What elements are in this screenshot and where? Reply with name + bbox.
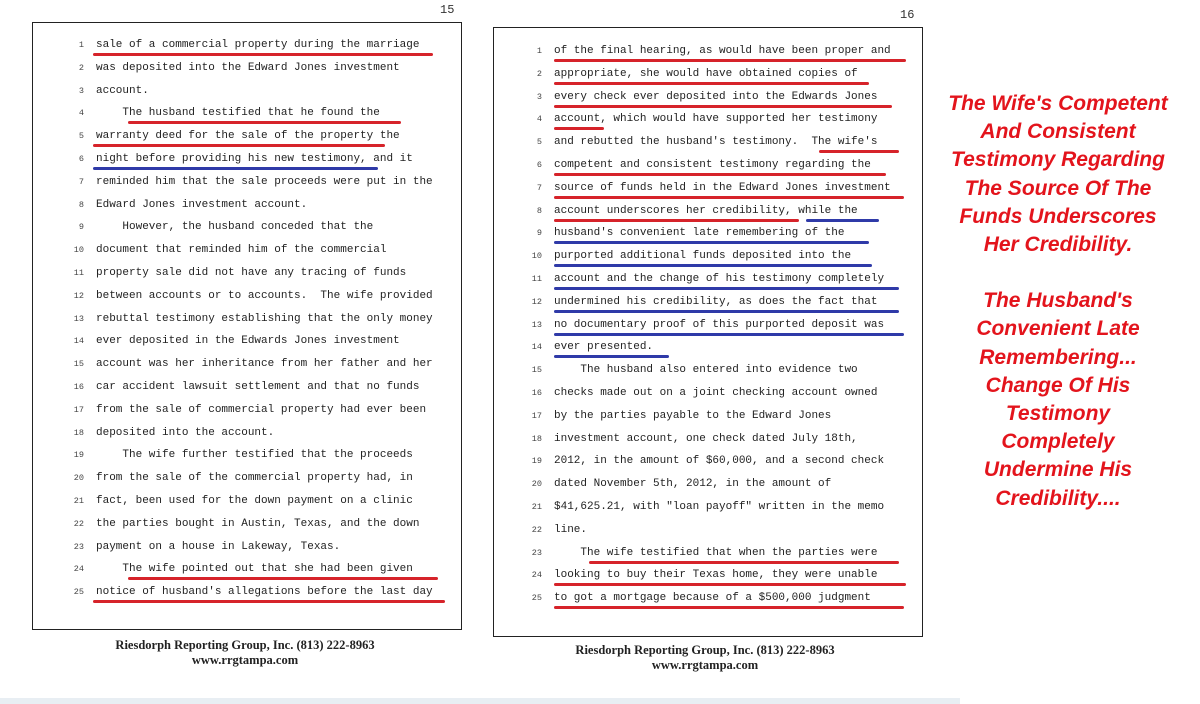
red-underline — [554, 82, 869, 85]
line-number: 2 — [78, 62, 84, 73]
line-number: 22 — [73, 518, 84, 529]
red-underline — [589, 561, 899, 564]
line-text: between accounts or to accounts. The wife provided — [96, 289, 433, 302]
line-number: 20 — [73, 473, 84, 484]
line-text: car accident lawsuit settlement and that no funds — [96, 381, 420, 393]
line-text: from the sale of commercial property had ever been — [96, 403, 427, 416]
line-text: reminded him that the sale proceeds were put in the — [96, 175, 433, 188]
annotation-wife-credibility: The Wife's Competent And Consistent Testimony Regarding The Source Of The Funds Underscores Her Credibility. — [948, 92, 1168, 257]
line-text: checks made out on a joint checking account owned — [554, 387, 878, 399]
transcript-line — [531, 450, 885, 472]
transcript-line — [73, 467, 413, 489]
annotation-husband-credibility: The Husband's Convenient Late Remembering... Change Of His Testimony Completely Undermine His Credibility.... — [976, 289, 1140, 510]
line-number: 5 — [536, 137, 542, 148]
line-number: 20 — [531, 479, 542, 490]
page-15-footer — [65, 638, 425, 668]
transcript-line — [73, 536, 341, 558]
line-text: ever presented. — [554, 341, 654, 354]
transcript-line — [73, 444, 413, 466]
line-text: warranty deed for the sale of the property the — [96, 130, 400, 143]
footer-url: www.rrgtampa.com — [191, 653, 299, 667]
line-text: 2012, in the amount of $60,000, and a second check — [554, 455, 885, 468]
line-text: competent and consistent testimony regarding the — [554, 159, 871, 171]
transcript-line — [78, 57, 400, 79]
transcript-page-16 — [493, 27, 923, 637]
red-underline — [128, 121, 401, 124]
line-text: undermined his credibility, as does the fact that — [554, 295, 878, 308]
line-number: 14 — [531, 342, 542, 353]
red-underline — [554, 105, 892, 108]
line-number: 18 — [73, 427, 84, 438]
line-text: account was her inheritance from her father and her — [96, 358, 433, 371]
line-text: no documentary proof of this purported deposit was — [554, 318, 885, 331]
line-text: rebuttal testimony establishing that the only money — [96, 312, 433, 325]
line-number: 11 — [531, 274, 542, 284]
blue-underline — [554, 264, 872, 267]
bottom-edge — [0, 698, 960, 704]
footer-url: www.rrgtampa.com — [651, 658, 759, 672]
line-number: 19 — [73, 450, 84, 461]
line-number: 10 — [531, 251, 542, 262]
line-text: night before providing his new testimony, and it — [96, 153, 413, 165]
line-number: 16 — [73, 382, 84, 392]
line-text: deposited into the account. — [96, 426, 275, 439]
transcript-line — [78, 80, 149, 102]
line-number: 3 — [536, 91, 542, 102]
blue-underline — [554, 241, 869, 244]
line-number: 14 — [73, 336, 84, 347]
line-text: $41,625.21, with "loan payoff" written in the memo — [554, 501, 885, 513]
line-text: the parties bought in Austin, Texas, and the down — [96, 517, 420, 530]
line-number: 1 — [536, 46, 542, 56]
line-text: The wife pointed out that she had been given — [96, 563, 413, 576]
line-number: 19 — [531, 456, 542, 467]
red-underline — [554, 173, 886, 176]
transcript-line — [73, 308, 433, 330]
line-number: 23 — [73, 541, 84, 552]
blue-underline — [554, 333, 904, 336]
line-number: 13 — [73, 313, 84, 324]
line-text: husband's convenient late remembering of the — [554, 227, 845, 240]
line-text: fact, been used for the down payment on a clinic — [96, 495, 413, 507]
line-text: The wife testified that when the parties were — [554, 546, 878, 559]
transcript-line — [73, 285, 433, 307]
line-number: 3 — [78, 85, 84, 96]
line-text: The husband also entered into evidence two — [554, 364, 858, 377]
line-text: looking to buy their Texas home, they were unable — [554, 569, 878, 582]
line-number: 8 — [78, 199, 84, 210]
line-number: 4 — [536, 114, 542, 125]
red-underline — [819, 150, 899, 153]
line-text: The husband testified that he found the — [96, 107, 380, 120]
blue-underline — [554, 355, 669, 358]
red-underline — [93, 144, 385, 147]
line-number: 21 — [73, 496, 84, 506]
line-text: document that reminded him of the commercial — [96, 244, 387, 257]
transcript-line — [531, 519, 588, 541]
line-text: was deposited into the Edward Jones investment — [96, 61, 400, 74]
line-text: from the sale of the commercial property had, in — [96, 472, 413, 485]
blue-underline — [554, 310, 899, 313]
transcript-page-15 — [32, 22, 462, 630]
red-annotation — [948, 90, 1168, 513]
line-text: property sale did not have any tracing of funds — [96, 267, 407, 279]
line-number: 13 — [531, 319, 542, 330]
line-number: 9 — [78, 222, 84, 233]
footer-company: Riesdorph Reporting Group, Inc. (813) 222-8963 — [115, 638, 375, 652]
line-number: 17 — [73, 404, 84, 415]
line-text: account underscores her credibility, while the — [554, 204, 858, 217]
line-text: notice of husband's allegations before the last day — [96, 586, 433, 599]
line-number: 7 — [536, 182, 542, 193]
line-text: account and the change of his testimony completely — [554, 273, 885, 285]
line-text: appropriate, she would have obtained copies of — [554, 67, 858, 80]
line-text: of the final hearing, as would have been proper and — [554, 45, 891, 57]
line-number: 21 — [531, 502, 542, 512]
line-number: 8 — [536, 205, 542, 216]
transcript-line — [73, 353, 433, 375]
red-underline — [93, 600, 445, 603]
page-16-footer — [525, 643, 885, 673]
line-number: 12 — [73, 290, 84, 301]
line-number: 6 — [536, 160, 542, 170]
transcript-line — [73, 399, 427, 421]
red-underline — [128, 577, 438, 580]
transcript-line — [73, 330, 400, 352]
line-text: The wife further testified that the proceeds — [96, 449, 413, 462]
line-number: 11 — [73, 268, 84, 278]
line-number: 5 — [78, 131, 84, 142]
line-text: Edward Jones investment account. — [96, 198, 308, 211]
line-number: 7 — [78, 176, 84, 187]
line-number: 15 — [531, 365, 542, 376]
blue-underline — [554, 287, 899, 290]
transcript-line — [531, 496, 885, 518]
red-underline — [554, 196, 904, 199]
line-number: 18 — [531, 433, 542, 444]
line-number: 23 — [531, 547, 542, 558]
transcript-line — [531, 382, 878, 404]
line-number: 24 — [73, 564, 84, 575]
red-underline — [554, 219, 799, 222]
transcript-line — [73, 422, 275, 444]
line-number: 2 — [536, 68, 542, 79]
line-number: 22 — [531, 524, 542, 535]
footer-company: Riesdorph Reporting Group, Inc. (813) 222-8963 — [575, 643, 835, 657]
line-number: 12 — [531, 296, 542, 307]
blue-underline — [806, 219, 879, 222]
line-text: source of funds held in the Edward Jones investment — [554, 181, 891, 194]
transcript-line — [531, 359, 858, 381]
line-number: 1 — [78, 40, 84, 50]
transcript-line — [531, 473, 832, 495]
line-text: every check ever deposited into the Edwards Jones — [554, 90, 878, 103]
line-text: However, the husband conceded that the — [96, 221, 374, 234]
transcript-line — [78, 171, 433, 193]
transcript-line — [73, 490, 413, 512]
red-underline — [554, 59, 906, 62]
line-text: by the parties payable to the Edward Jones — [554, 409, 832, 422]
line-number: 6 — [78, 154, 84, 164]
transcript-line — [78, 194, 308, 216]
transcript-line — [531, 428, 858, 450]
line-text: dated November 5th, 2012, in the amount of — [554, 478, 832, 491]
line-number: 15 — [73, 359, 84, 370]
transcript-line — [73, 239, 387, 261]
line-number: 9 — [536, 228, 542, 239]
transcript-line — [73, 262, 407, 284]
blue-underline — [93, 167, 378, 170]
line-text: sale of a commercial property during the marriage — [96, 39, 420, 51]
line-number: 4 — [78, 108, 84, 119]
page-number-15: 15 — [440, 3, 455, 17]
page-number-16: 16 — [900, 8, 915, 22]
red-underline — [554, 606, 904, 609]
red-underline — [554, 583, 906, 586]
line-number: 25 — [73, 587, 84, 598]
line-number: 10 — [73, 245, 84, 256]
line-text: investment account, one check dated July 18th, — [554, 432, 858, 445]
transcript-line — [73, 376, 420, 398]
line-text: payment on a house in Lakeway, Texas. — [96, 540, 341, 553]
line-text: to got a mortgage because of a $500,000 judgment — [554, 592, 871, 605]
line-text: account. — [96, 84, 149, 97]
red-underline — [554, 127, 604, 130]
transcript-line — [73, 513, 420, 535]
transcript-line — [78, 216, 374, 238]
line-text: ever deposited in the Edwards Jones investment — [96, 335, 400, 348]
line-number: 17 — [531, 410, 542, 421]
line-text: line. — [554, 523, 588, 536]
line-text: account, which would have supported her testimony — [554, 113, 878, 126]
line-number: 24 — [531, 570, 542, 581]
line-text: and rebutted the husband's testimony. The wife's — [554, 136, 878, 149]
line-number: 25 — [531, 593, 542, 604]
line-text: purported additional funds deposited into the — [554, 250, 852, 263]
transcript-line — [531, 405, 832, 427]
red-underline — [93, 53, 433, 56]
line-number: 16 — [531, 388, 542, 398]
